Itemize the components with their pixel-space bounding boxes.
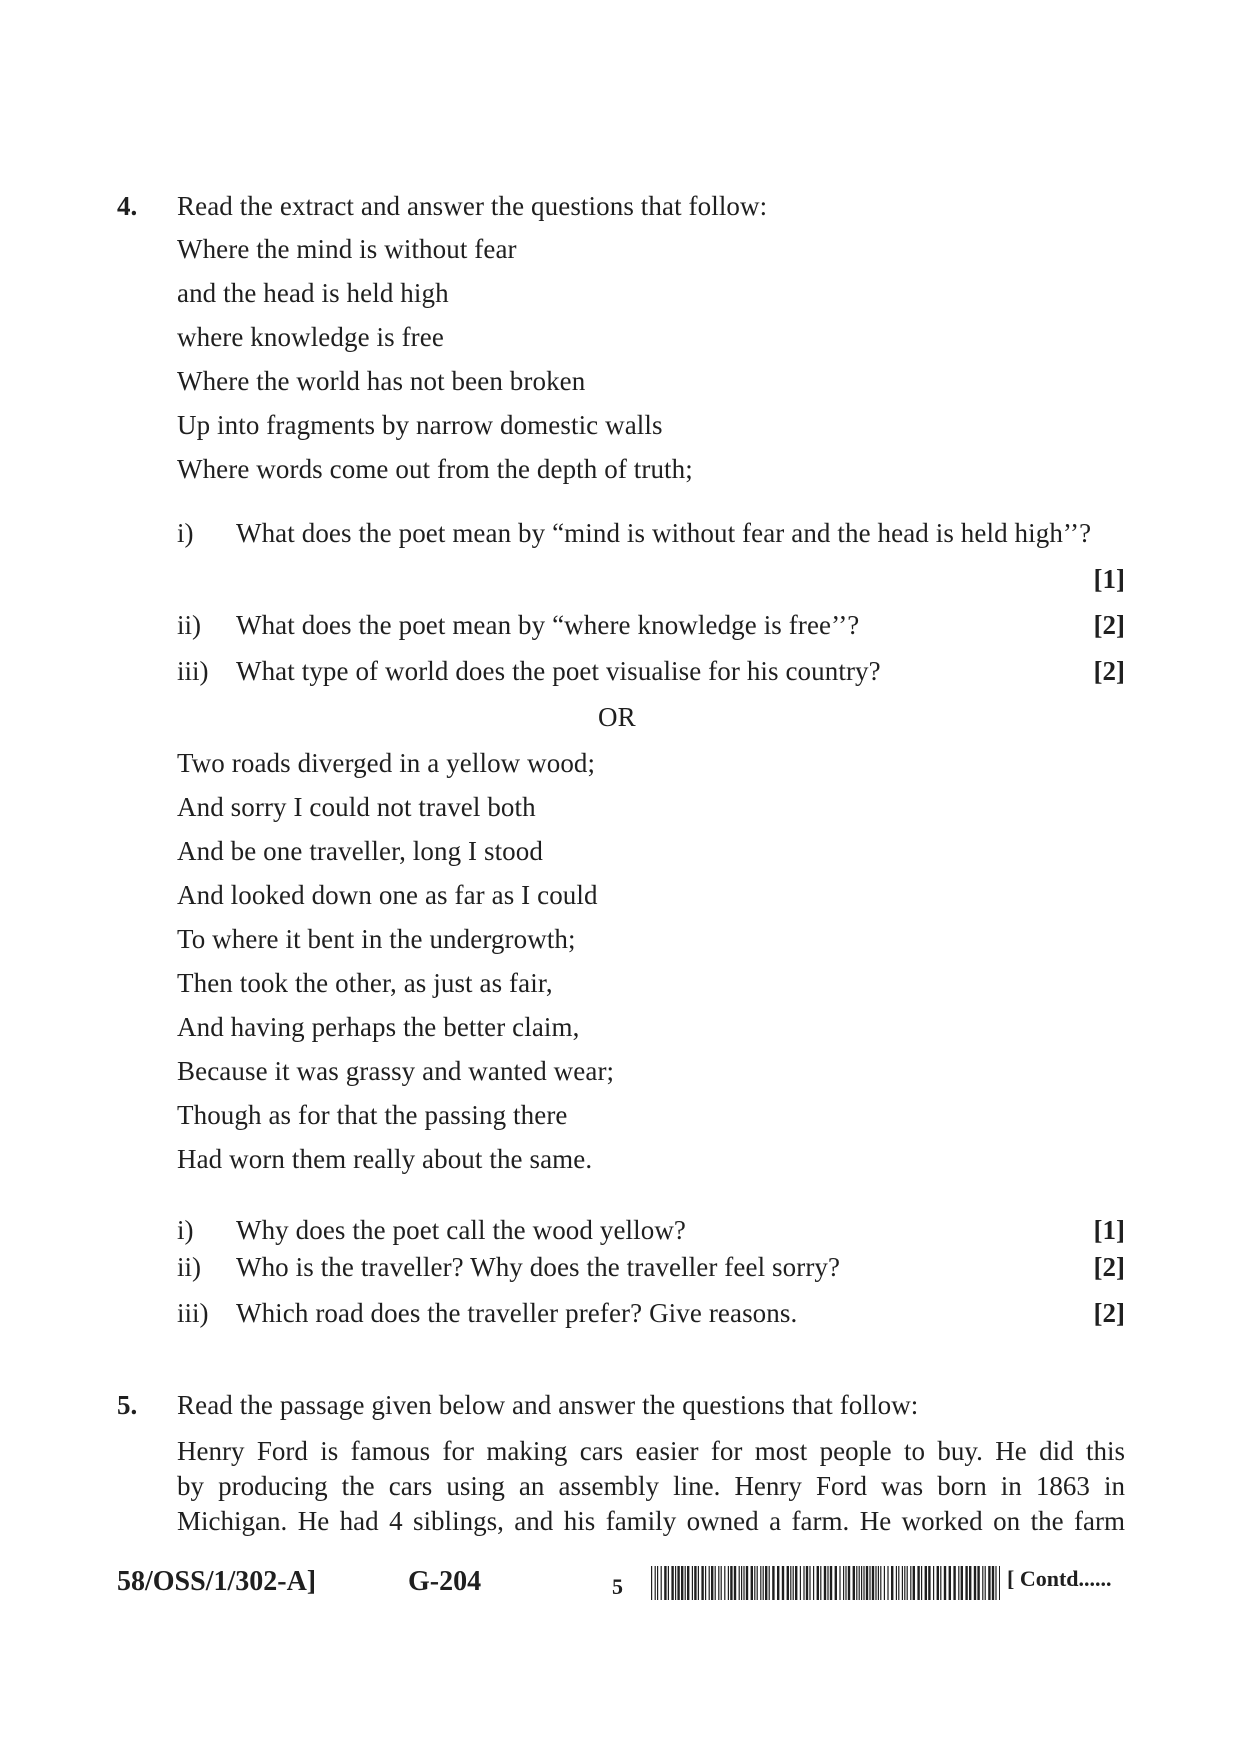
- sub-question-text: What does the poet mean by “where knowledge is free’’?: [236, 610, 860, 640]
- poem-line: Though as for that the passing there: [177, 1100, 568, 1130]
- marks-label: [2]: [1093, 1252, 1125, 1282]
- poem-line: Because it was grassy and wanted wear;: [177, 1056, 615, 1086]
- marks-label: [2]: [1093, 1298, 1125, 1328]
- poem-line: Where the world has not been broken: [177, 366, 586, 396]
- sub-question-text: What does the poet mean by “mind is without fear and the head is held high’’?: [236, 518, 1092, 548]
- poem-line: Two roads diverged in a yellow wood;: [177, 748, 596, 778]
- poem-line: Up into fragments by narrow domestic walls: [177, 410, 663, 440]
- poem-line: Then took the other, as just as fair,: [177, 968, 553, 998]
- sub-question-text: Who is the traveller? Why does the traveller feel sorry?: [236, 1252, 841, 1282]
- poem-line: And having perhaps the better claim,: [177, 1012, 580, 1042]
- poem-line: and the head is held high: [177, 278, 449, 308]
- passage-line: Henry Ford is famous for making cars easier for most people to buy. He did this: [177, 1436, 1125, 1466]
- series-code: G-204: [408, 1566, 482, 1597]
- poem-line: Where words come out from the depth of truth;: [177, 454, 693, 484]
- poem-line: where knowledge is free: [177, 322, 444, 352]
- poem-line: And looked down one as far as I could: [177, 880, 598, 910]
- sub-question-text: Why does the poet call the wood yellow?: [236, 1215, 687, 1245]
- paper-code: 58/OSS/1/302-A]: [117, 1566, 317, 1597]
- marks-label: [1]: [1093, 564, 1125, 594]
- sub-question-text: What type of world does the poet visualise for his country?: [236, 656, 881, 686]
- poem-line: To where it bent in the undergrowth;: [177, 924, 576, 954]
- continued-label: [ Contd......: [1007, 1566, 1112, 1591]
- sub-question-number: i): [177, 518, 194, 548]
- sub-question-number: ii): [177, 1252, 201, 1282]
- sub-question-number: iii): [177, 1298, 209, 1328]
- or-divider: OR: [598, 702, 636, 732]
- poem-line: Where the mind is without fear: [177, 234, 517, 264]
- passage-line: by producing the cars using an assembly line. Henry Ford was born in 1863 in: [177, 1471, 1125, 1501]
- sub-question-number: i): [177, 1215, 194, 1245]
- marks-label: [1]: [1093, 1215, 1125, 1245]
- question-number: 5.: [117, 1390, 138, 1420]
- passage-line: Michigan. He had 4 siblings, and his family owned a farm. He worked on the farm: [177, 1506, 1125, 1536]
- sub-question-number: iii): [177, 656, 209, 686]
- poem-line: And be one traveller, long I stood: [177, 836, 543, 866]
- sub-question-text: Which road does the traveller prefer? Give reasons.: [236, 1298, 798, 1328]
- question-instruction: Read the extract and answer the questions that follow:: [177, 191, 768, 221]
- page-number: 5: [612, 1574, 623, 1599]
- question-number: 4.: [117, 191, 138, 221]
- barcode-image: [651, 1566, 1000, 1600]
- question-instruction: Read the passage given below and answer the questions that follow:: [177, 1390, 919, 1420]
- marks-label: [2]: [1093, 610, 1125, 640]
- marks-label: [2]: [1093, 656, 1125, 686]
- poem-line: And sorry I could not travel both: [177, 792, 536, 822]
- sub-question-number: ii): [177, 610, 201, 640]
- poem-line: Had worn them really about the same.: [177, 1144, 593, 1174]
